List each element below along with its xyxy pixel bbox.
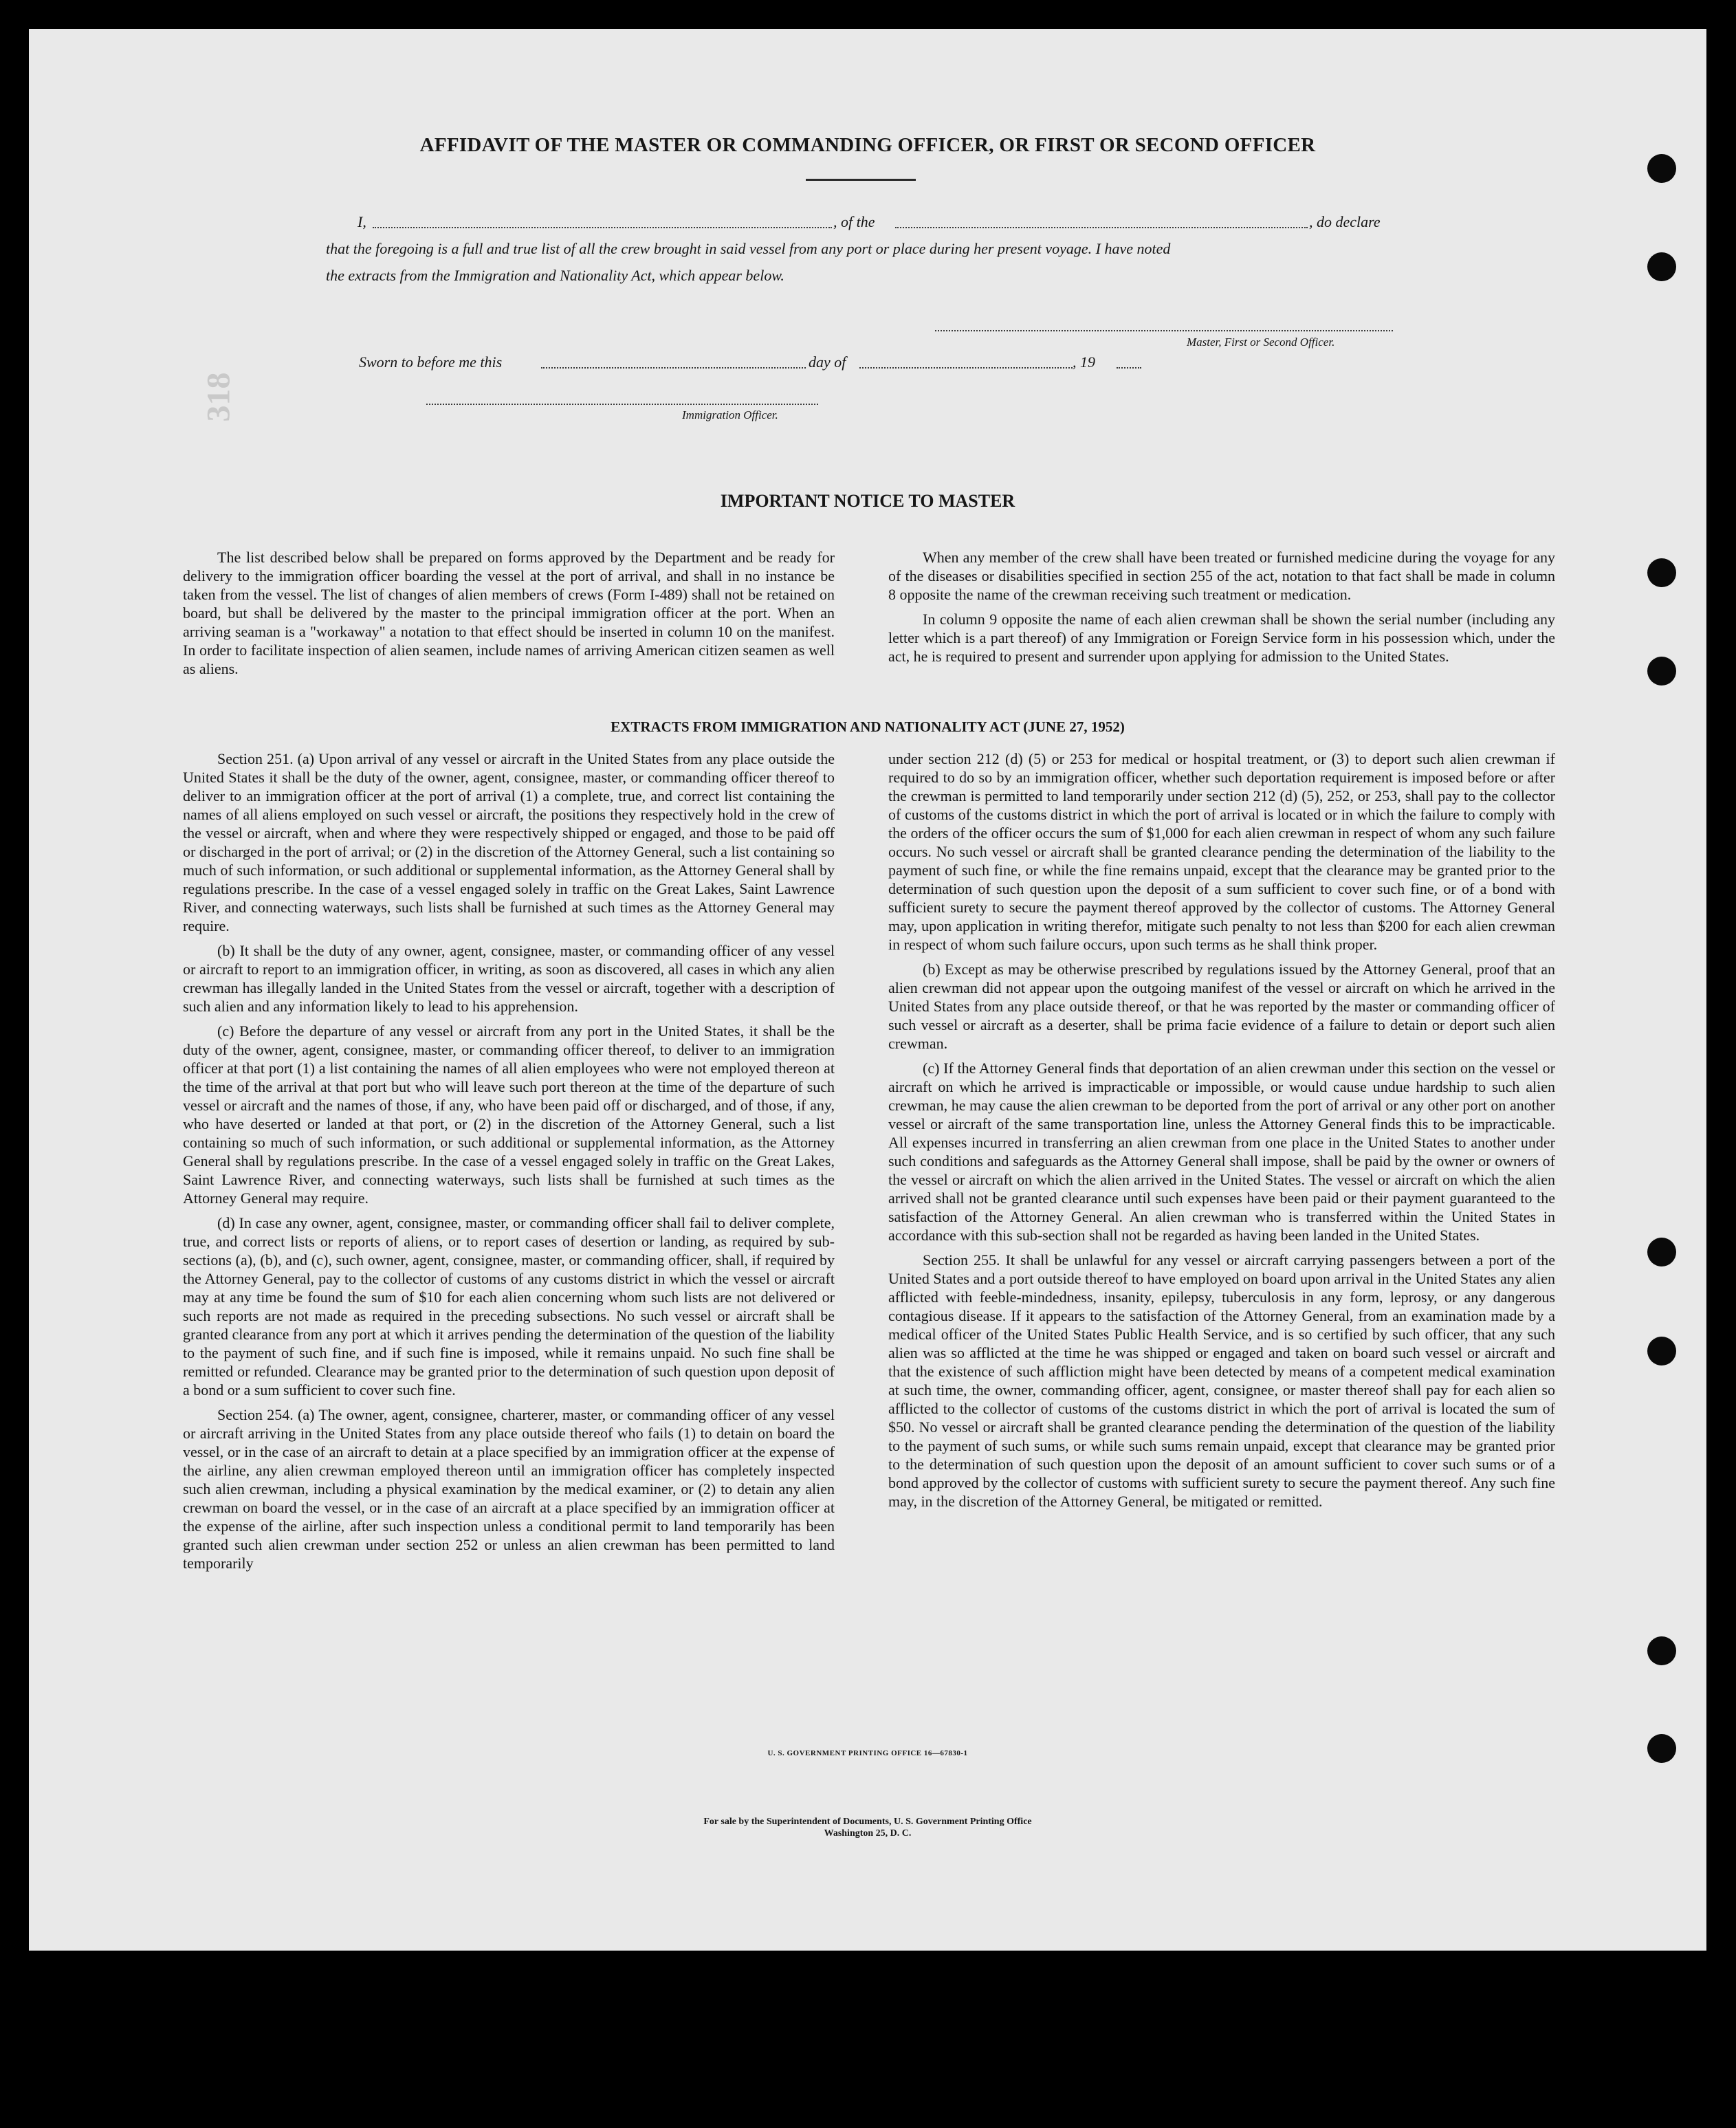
year-label: , 19 (1073, 353, 1095, 371)
binder-hole (1647, 154, 1676, 183)
title-underline (806, 179, 916, 181)
notice-right-paragraph-1: When any member of the crew shall have been treated or furnished medicine during the voyage for any of the diseases or disabilities specified in section 255 of the act, notation to that fact shall be made in column 8 opposite the name of the crewman receiving such treatment or medication. (888, 549, 1555, 603)
section-251-d: (d) In case any owner, agent, consignee, master, or commanding officer shall fail to deliver complete, true, and correct lists or reports of aliens, or to report cases of desertion or landing, as required by sub-sections (a), (b), and (c), such owner, agent, consignee, master, or commanding officer, shall, if required by the Attorney General, pay to the collector of customs of any customs district in which the vessel or aircraft may at any time be found the sum of $10 for each alien concerning whom such lists are not delivered or such reports are not made as required in the preceding subsections. No such vessel or aircraft shall be granted clearance from any port at which it arrives pending the determination of the question of the liability to the payment of such fine, and if such fine is imposed, while it remains unpaid. No such fine shall be remitted or refunded. Clearance may be granted prior to the determination of such question upon deposit of a bond or a sum sufficient to cover such fine. (183, 1214, 835, 1398)
sworn-year-field[interactable] (1117, 367, 1141, 369)
section-251-b: (b) It shall be the duty of any owner, agent, consignee, master, or commanding officer of any vessel or aircraft to report to an immigration officer, in writing, as soon as discovered, all cases in which any alien crewman has illegally landed in the United States from the vessel or aircraft, together with a description of such alien and any information likely to lead to his apprehension. (183, 942, 835, 1015)
sworn-month-field[interactable] (859, 367, 1073, 369)
day-of-label: day of (809, 353, 846, 371)
notice-left-column (183, 548, 835, 684)
binder-hole (1647, 1337, 1676, 1365)
affidavit-do-declare-label: , do declare (1309, 213, 1381, 230)
section-254-a: Section 254. (a) The owner, agent, consignee, charterer, master, or commanding officer of any vessel or aircraft arriving in the United States from any place outside thereof who fails (1) to detain on board the vessel, or in the case of an aircraft to detain at a place specified by an immigration officer at the expense of the airline, any alien crewman employed thereon until an immigration officer has completely inspected such alien crewman, including a physical examination by the medical examiner, or (2) to detain any alien crewman on board the vessel, or in the case of an aircraft at a place specified by an immigration officer at the expense of the airline, after such inspection unless a conditional permit to land temporarily has been granted such alien crewman under section 252 or unless an alien crewman has been permitted to land temporarily (183, 1406, 835, 1572)
notice-right-column (888, 548, 1555, 672)
affidavit-title: AFFIDAVIT OF THE MASTER OR COMMANDING OFFICER, OR FIRST OR SECOND OFFICER (419, 134, 1316, 156)
sworn-label: Sworn to before me this (359, 353, 503, 371)
sworn-day-field[interactable] (541, 367, 806, 369)
immigration-officer-label: Immigration Officer. (682, 408, 778, 421)
faint-stamp-number: 318 (200, 372, 237, 422)
affidavit-i-label: I, (358, 213, 366, 230)
affidavit-line-3: the extracts from the Immigration and Nationality Act, which appear below. (326, 267, 784, 284)
notice-left-paragraph: The list described below shall be prepared on forms approved by the Department and be ready for delivery to the immigration officer boarding the vessel at the port of arrival, and shall in no instance be taken from the vessel. The list of changes of alien members of crews (Form I-489) shall not be retained on board, but shall be delivered by the master to the principal immigration officer at the port. When an arriving seaman is a "workaway" a notation to that effect should be inserted in column 10 on the manifest. In order to facilitate inspection of alien seamen, include names of arriving American citizen seamen as well as aliens. (183, 549, 835, 677)
master-signature-label: Master, First or Second Officer. (1187, 336, 1335, 349)
binder-hole (1647, 657, 1676, 685)
extracts-title: EXTRACTS FROM IMMIGRATION AND NATIONALITY ACT (JUNE 27, 1952) (611, 719, 1125, 735)
notice-right-paragraph-2: In column 9 opposite the name of each alien crewman shall be shown the serial number (including any letter which is a part thereof) of any Immigration or Foreign Service form in his possession which, under the act, he is required to present and surrender upon applying for admission to the United States. (888, 611, 1555, 665)
notice-title: IMPORTANT NOTICE TO MASTER (720, 491, 1015, 511)
section-254-b: (b) Except as may be otherwise prescribed by regulations issued by the Attorney General, proof that an alien crewman did not appear upon the outgoing manifest of the vessel or aircraft on which he arrived in the United States from any place outside thereof, or that he was reported by the master or commanding officer of such vessel or aircraft as a deserter, shall be prima facie evidence of a failure to detain or deport such alien crewman. (888, 961, 1555, 1052)
section-251-a: Section 251. (a) Upon arrival of any vessel or aircraft in the United States from any place outside the United States it shall be the duty of the owner, agent, consignee, master, or commanding officer thereof to deliver to an immigration officer at the port of arrival (1) a complete, true, and correct list containing the names of all aliens employed on such vessel or aircraft, the positions they respectively hold in the crew of the vessel or aircraft, when and where they were respectively shipped or engaged, and those to be paid off or discharged in the port of arrival; or (2) in the discretion of the Attorney General, such a list containing so much of such information, or such additional or supplemental information, as the Attorney General shall by regulations prescribe. In the case of a vessel engaged solely in traffic on the Great Lakes, Saint Lawrence River, and connecting waterways, such lists shall be furnished at such times as the Attorney General may require. (183, 750, 835, 934)
sale-notice-line-1: For sale by the Superintendent of Documents, U. S. Government Printing Office (703, 1817, 1032, 1827)
affidavit-of-the-label: , of the (833, 213, 875, 230)
section-254-c: (c) If the Attorney General finds that deportation of an alien crewman under this section on the vessel or aircraft on which he arrived is impracticable or impossible, or would cause undue hardship to such alien crewman, he may cause the alien crewman to be deported from the port of arrival or any other port on another vessel or aircraft of the same transportation line, unless the Attorney General finds this to be impracticable. All expenses incurred in transferring an alien crewman from one place in the United States to another under such conditions and safeguards as the Attorney General shall impose, shall be paid by the owner or owners of the vessel or aircraft on which the alien arrived in the United States. The vessel or aircraft on which the alien arrived shall not be granted clearance until such expenses have been paid or their payment guaranteed to the satisfaction of the Attorney General. An alien crewman who is transferred within the United States in accordance with this sub-section shall not be regarded as having been landed in the United States. (888, 1060, 1555, 1244)
binder-hole (1647, 558, 1676, 587)
extracts-right-column (888, 749, 1555, 1517)
binder-hole (1647, 1734, 1676, 1763)
immigration-officer-signature-field[interactable] (426, 404, 818, 405)
form-page (29, 29, 1706, 1951)
affidavit-line-2: that the foregoing is a full and true list of all the crew brought in said vessel from any port or place during her present voyage. I have noted (326, 240, 1171, 257)
binder-hole (1647, 1636, 1676, 1665)
binder-hole (1647, 1238, 1676, 1266)
gpo-imprint: U. S. GOVERNMENT PRINTING OFFICE 16—67830-1 (767, 1749, 968, 1757)
binder-hole (1647, 252, 1676, 281)
master-signature-field[interactable] (935, 330, 1393, 331)
vessel-name-field[interactable] (895, 227, 1308, 228)
sale-notice-line-2: Washington 25, D. C. (824, 1828, 912, 1839)
section-255: Section 255. It shall be unlawful for any vessel or aircraft carrying passengers between a port of the United States and a port outside thereof to have employed on board upon arrival in the United States any alien afflicted with feeble-mindedness, insanity, epilepsy, tuberculosis in any form, leprosy, or any dangerous contagious disease. If it appears to the satisfaction of the Attorney General, from an examination made by a medical officer of the United States Public Health Service, and is so certified by such officer, that any such alien was so afflicted at the time he was shipped or engaged and taken on board such vessel or aircraft and that the existence of such affliction might have been detected by means of a competent medical examination at such time, the owner, commanding officer, agent, consignee, or master thereof shall pay for each alien so afflicted to the collector of customs of the customs district in which the port of arrival is located the sum of $50. No vessel or aircraft shall be granted clearance pending the determination of the question of the liability to the payment of such sums, or while such sums remain unpaid, except that clearance may be granted prior to the determination of such question upon the deposit of an amount sufficient to cover such sums or of a bond approved by the collector of customs with sufficient surety to secure the payment thereof. Any such fine may, in the discretion of the Attorney General, be mitigated or remitted. (888, 1251, 1555, 1510)
declarant-name-field[interactable] (373, 227, 832, 228)
section-251-c: (c) Before the departure of any vessel or aircraft from any port in the United States, it shall be the duty of the owner, agent, consignee, master, or commanding officer thereof, to deliver to an immigration officer at that port (1) a list containing the names of all alien employees who were not employed thereon at the time of the arrival at that port but who will leave such port thereon at the time of the departure of such vessel or aircraft and the names of those, if any, who have been paid off or discharged, and of those, if any, who have deserted or landed at that port, or (2) in the discretion of the Attorney General, such a list containing so much of such information, or such additional or supplemental information, as the Attorney General shall by regulations prescribe. In the case of a vessel engaged solely in traffic on the Great Lakes, Saint Lawrence River, and connecting waterways, such lists shall be furnished at such times as the Attorney General may require. (183, 1022, 835, 1207)
extracts-left-column (183, 749, 835, 1579)
section-254-a-continued: under section 212 (d) (5) or 253 for medical or hospital treatment, or (3) to deport such alien crewman if required to do so by an immigration officer, whether such deportation requirement is imposed before or after the crewman is permitted to land temporarily under section 212 (d) (5), 252, or 253, shall pay to the collector of customs of the customs district in which the port of arrival is located or in which the failure to comply with the orders of the officer occurs the sum of $1,000 for each alien crewman in respect of whom any such failure occurs. No such vessel or aircraft shall be granted clearance pending the determination of the liability to the payment of such fine, or while the fine remains unpaid, except that the clearance may be granted prior to the determination of such question upon the deposit of a sum sufficient to cover such fine, or of a bond with sufficient surety to secure the payment thereof approved by the collector of customs. The Attorney General may, upon application in writing therefor, mitigate such penalty to not less than $200 for each alien crewman in respect of whom such failure occurs, upon such terms as he shall think proper. (888, 750, 1555, 953)
